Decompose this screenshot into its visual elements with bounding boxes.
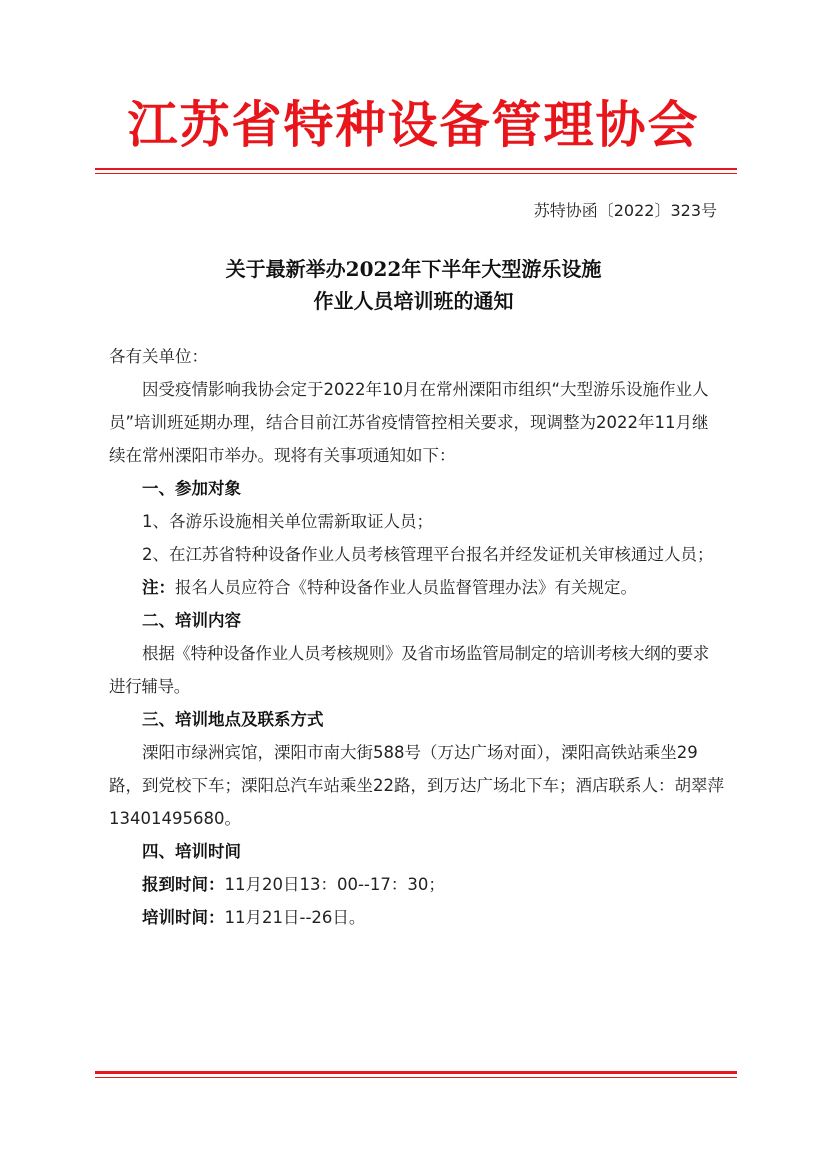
registration-time-row (109, 868, 724, 901)
document-title-line2: 作业人员培训班的通知 (313, 289, 514, 313)
registration-time-label: 报到时间： (142, 875, 225, 894)
letterhead-red-rule-thin (95, 173, 737, 174)
training-time-label: 培训时间： (142, 908, 225, 927)
footer-red-rule-thin (95, 1077, 737, 1078)
training-content-paragraph: 根据《特种设备作业人员考核规则》及省市场监管局制定的培训考核大纲的要求进行辅导。 (109, 644, 710, 696)
letterhead-org-name: 江苏省特种设备管理协会 (127, 95, 700, 154)
intro-paragraph: 因受疫情影响我协会定于2022年10月在常州溧阳市组织“大型游乐设施作业人员”培训班延期办理，结合目前江苏省疫情管控相关要求，现调整为2022年11月继续在常州溧阳市举办。现将有关事项通知如下： (109, 380, 709, 465)
note-label: 注： (142, 578, 175, 597)
location-paragraph: 溧阳市绿洲宾馆，溧阳市南大街588号（万达广场对面），溧阳高铁站乘坐29路，到党校下车；溧阳总汽车站乘坐22路，到万达广场北下车；酒店联系人：胡翠萍13401495680。 (109, 743, 724, 828)
document-number: 苏特协函〔2022〕323号 (533, 201, 717, 220)
training-time-row (109, 901, 724, 934)
document-body (109, 340, 724, 934)
section-heading-participants: 一、参加对象 (142, 479, 241, 498)
participant-note (109, 571, 724, 604)
salutation: 各有关单位： (109, 347, 208, 366)
footer-red-rule (95, 1071, 737, 1074)
participant-item-1: 1、各游乐设施相关单位需新取证人员； (142, 512, 433, 531)
section-heading-time: 四、培训时间 (142, 842, 241, 861)
letterhead-red-rule (95, 168, 737, 170)
section-heading-location: 三、培训地点及联系方式 (142, 710, 324, 729)
registration-time-value: 11月20日13：00--17：30； (224, 875, 445, 894)
note-text: 报名人员应符合《特种设备作业人员监督管理办法》有关规定。 (175, 578, 637, 597)
participant-item-2: 2、在江苏省特种设备作业人员考核管理平台报名并经发证机关审核通过人员； (142, 545, 714, 564)
document-title-line1: 关于最新举办2022年下半年大型游乐设施 (225, 257, 602, 281)
section-heading-content: 二、培训内容 (142, 611, 241, 630)
training-time-value: 11月21日--26日。 (224, 908, 366, 927)
